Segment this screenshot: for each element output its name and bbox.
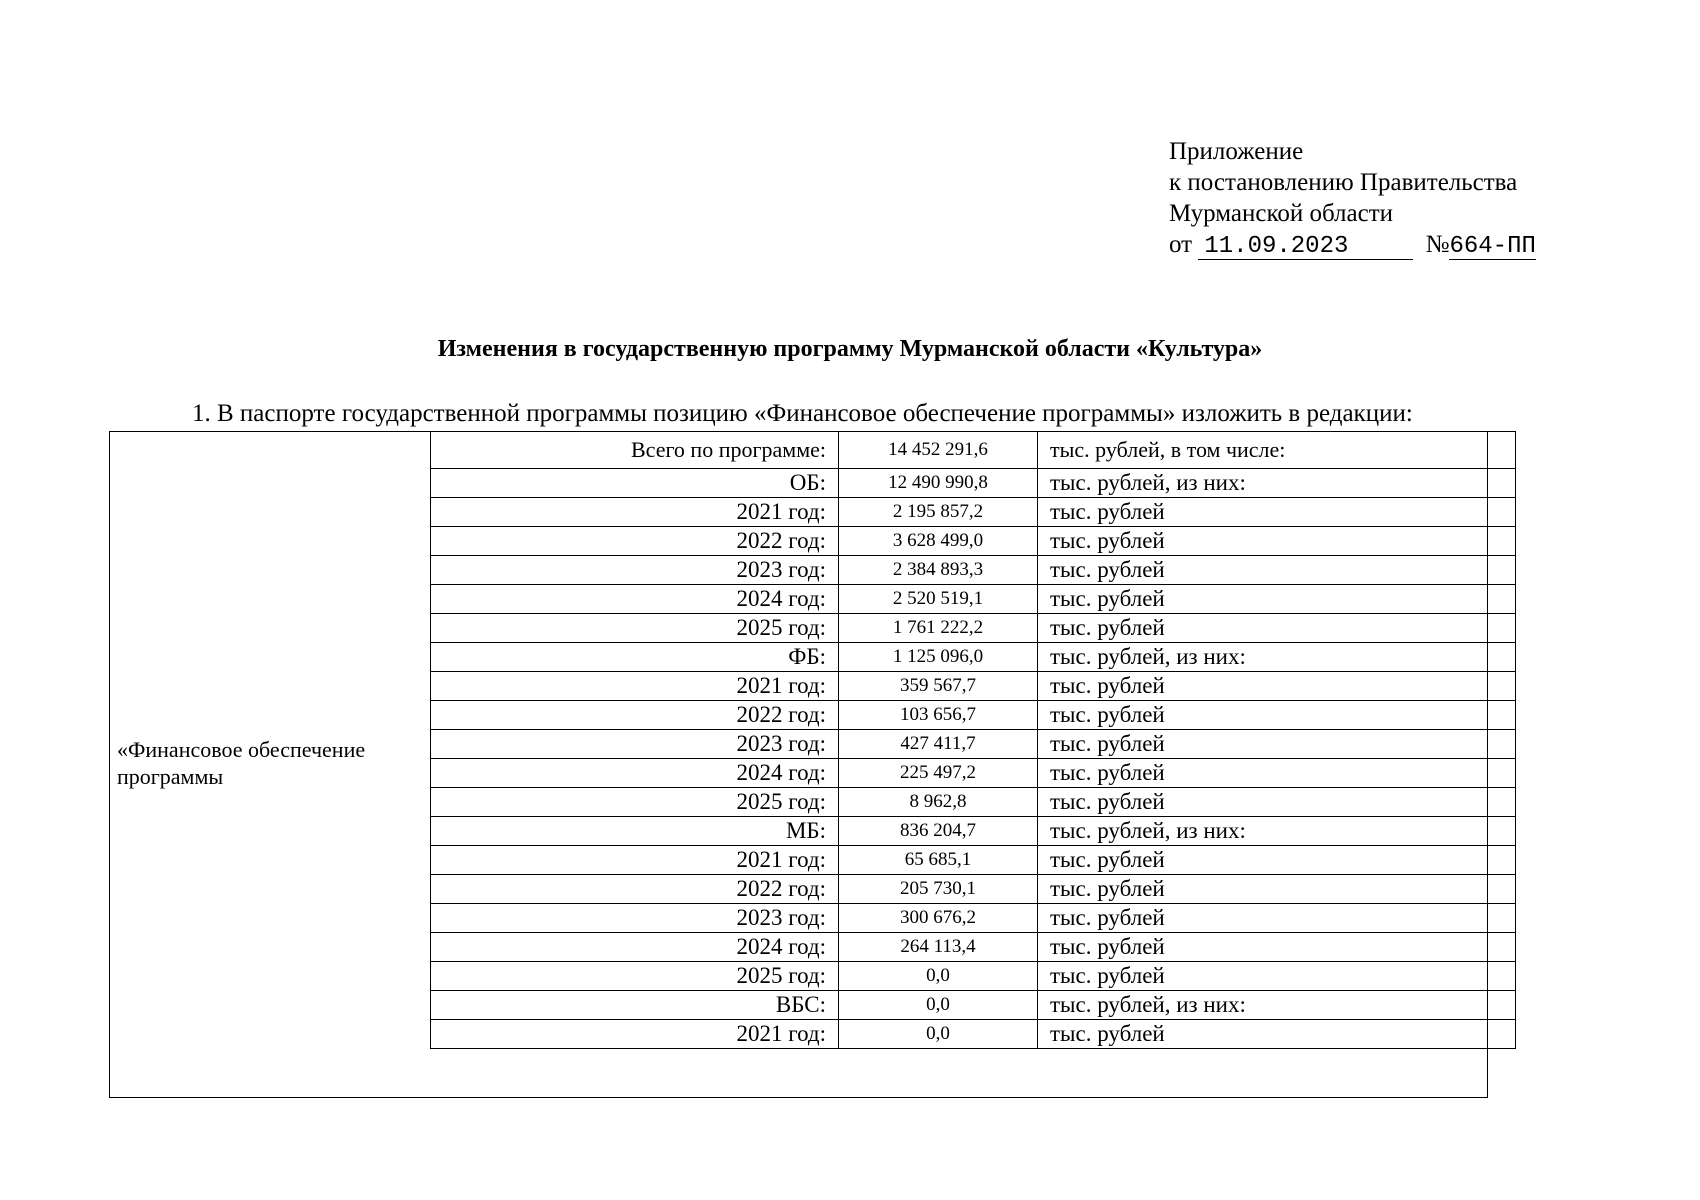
table-row xyxy=(431,933,1516,962)
intro-paragraph: 1. В паспорте государственной программы позицию «Финансовое обеспечение программы» изложить в редакции: xyxy=(192,400,1413,427)
row-unit: тыс. рублей xyxy=(1038,701,1516,730)
row-label: 2025 год: xyxy=(431,962,839,991)
row-label: 2022 год: xyxy=(431,701,839,730)
row-label: Всего по программе: xyxy=(431,432,839,469)
row-label: 2024 год: xyxy=(431,933,839,962)
table-row xyxy=(431,432,1516,469)
row-value: 0,0 xyxy=(839,962,1038,991)
row-label: 2025 год: xyxy=(431,614,839,643)
table-row xyxy=(431,585,1516,614)
row-label: 2023 год: xyxy=(431,730,839,759)
row-unit: тыс. рублей xyxy=(1038,498,1516,527)
row-value: 205 730,1 xyxy=(839,875,1038,904)
row-unit: тыс. рублей xyxy=(1038,730,1516,759)
funding-section-label: «Финансовое обеспечение программы xyxy=(117,737,366,789)
row-value: 1 761 222,2 xyxy=(839,614,1038,643)
table-row xyxy=(431,846,1516,875)
row-label: 2024 год: xyxy=(431,585,839,614)
row-unit: тыс. рублей, из них: xyxy=(1038,991,1516,1020)
row-label: 2024 год: xyxy=(431,759,839,788)
row-value: 264 113,4 xyxy=(839,933,1038,962)
number-label: № xyxy=(1425,231,1450,258)
table-row xyxy=(431,962,1516,991)
row-value: 8 962,8 xyxy=(839,788,1038,817)
row-value: 103 656,7 xyxy=(839,701,1038,730)
row-value: 2 195 857,2 xyxy=(839,498,1038,527)
row-label: 2025 год: xyxy=(431,788,839,817)
date-prefix: от xyxy=(1169,231,1193,258)
row-unit: тыс. рублей, в том числе: xyxy=(1038,432,1516,469)
row-value: 12 490 990,8 xyxy=(839,469,1038,498)
row-value: 359 567,7 xyxy=(839,672,1038,701)
row-value: 1 125 096,0 xyxy=(839,643,1038,672)
row-unit: тыс. рублей xyxy=(1038,672,1516,701)
table-row xyxy=(431,643,1516,672)
row-value: 2 384 893,3 xyxy=(839,556,1038,585)
row-unit: тыс. рублей, из них: xyxy=(1038,469,1516,498)
row-unit: тыс. рублей xyxy=(1038,962,1516,991)
row-label: 2021 год: xyxy=(431,846,839,875)
row-unit: тыс. рублей xyxy=(1038,527,1516,556)
table-row xyxy=(431,672,1516,701)
row-value: 14 452 291,6 xyxy=(839,432,1038,469)
row-label: 2023 год: xyxy=(431,556,839,585)
row-unit: тыс. рублей xyxy=(1038,1020,1516,1049)
row-unit: тыс. рублей xyxy=(1038,788,1516,817)
table-row xyxy=(431,527,1516,556)
appendix-line-3: Мурманской области xyxy=(1169,200,1394,227)
appendix-line-1: Приложение xyxy=(1169,138,1304,165)
table-row xyxy=(431,817,1516,846)
document-title: Изменения в государственную программу Мурманской области «Культура» xyxy=(437,336,1263,362)
row-label: 2023 год: xyxy=(431,904,839,933)
row-label: 2022 год: xyxy=(431,527,839,556)
funding-table-body xyxy=(431,432,1516,1049)
row-value: 3 628 499,0 xyxy=(839,527,1038,556)
row-unit: тыс. рублей xyxy=(1038,933,1516,962)
row-value: 225 497,2 xyxy=(839,759,1038,788)
row-label: МБ: xyxy=(431,817,839,846)
table-row xyxy=(431,904,1516,933)
row-unit: тыс. рублей xyxy=(1038,846,1516,875)
row-value: 0,0 xyxy=(839,991,1038,1020)
row-value: 2 520 519,1 xyxy=(839,585,1038,614)
table-row xyxy=(431,759,1516,788)
table-row xyxy=(431,469,1516,498)
row-label: 2021 год: xyxy=(431,498,839,527)
table-row xyxy=(431,701,1516,730)
row-label: ВБС: xyxy=(431,991,839,1020)
row-value: 427 411,7 xyxy=(839,730,1038,759)
table-row xyxy=(431,556,1516,585)
row-unit: тыс. рублей, из них: xyxy=(1038,817,1516,846)
row-unit: тыс. рублей xyxy=(1038,614,1516,643)
row-value: 0,0 xyxy=(839,1020,1038,1049)
row-unit: тыс. рублей, из них: xyxy=(1038,643,1516,672)
row-label: 2022 год: xyxy=(431,875,839,904)
appendix-line-2: к постановлению Правительства xyxy=(1169,169,1518,196)
row-unit: тыс. рублей xyxy=(1038,904,1516,933)
row-unit: тыс. рублей xyxy=(1038,556,1516,585)
row-label: 2021 год: xyxy=(431,1020,839,1049)
table-row xyxy=(431,730,1516,759)
row-unit: тыс. рублей xyxy=(1038,875,1516,904)
table-row xyxy=(431,614,1516,643)
row-unit: тыс. рублей xyxy=(1038,585,1516,614)
row-value: 836 204,7 xyxy=(839,817,1038,846)
row-value: 300 676,2 xyxy=(839,904,1038,933)
appendix-date-line xyxy=(1169,229,1536,260)
resolution-date: 11.09.2023 xyxy=(1198,235,1413,260)
table-row xyxy=(431,875,1516,904)
table-row xyxy=(431,1020,1516,1049)
resolution-number: 664-ПП xyxy=(1449,233,1536,260)
appendix-header xyxy=(1169,136,1536,260)
funding-table xyxy=(430,431,1516,1049)
row-label: 2021 год: xyxy=(431,672,839,701)
table-row xyxy=(431,991,1516,1020)
table-row xyxy=(431,788,1516,817)
row-label: ОБ: xyxy=(431,469,839,498)
table-row xyxy=(431,498,1516,527)
row-unit: тыс. рублей xyxy=(1038,759,1516,788)
row-label: ФБ: xyxy=(431,643,839,672)
row-value: 65 685,1 xyxy=(839,846,1038,875)
